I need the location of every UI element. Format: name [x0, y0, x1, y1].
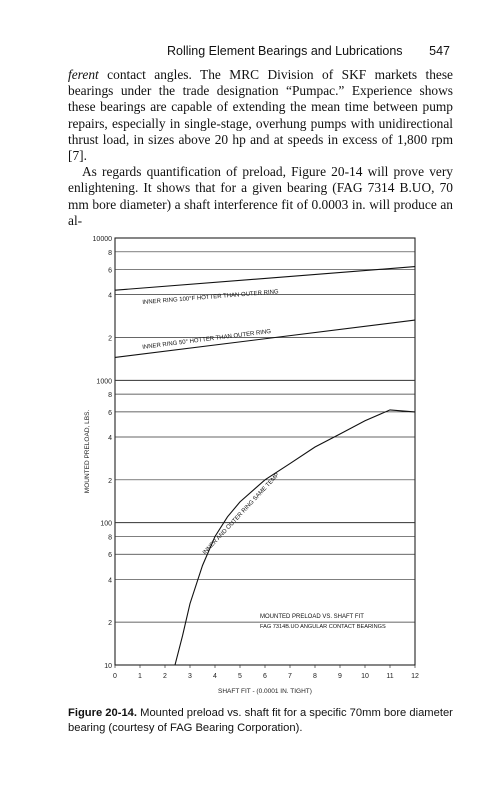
- y-axis-label: MOUNTED PRELOAD, LBS.: [84, 409, 91, 494]
- y-tick-label: 10000: [92, 236, 112, 243]
- y-tick-label: 4: [108, 434, 112, 442]
- x-tick-label: 0: [113, 673, 117, 680]
- y-tick-label: 2: [108, 477, 112, 485]
- series-line-2: [115, 320, 415, 357]
- caption-label: Figure 20-14.: [68, 707, 138, 719]
- paragraph-1: [68, 67, 453, 164]
- y-tick-label: 8: [108, 249, 112, 257]
- y-tick-label: 8: [108, 534, 112, 542]
- y-tick-label: 2: [108, 620, 112, 628]
- y-tick-label: 100: [100, 520, 112, 528]
- y-tick-label: 2: [108, 335, 112, 343]
- x-tick-label: 5: [238, 673, 242, 680]
- series-line-1: [115, 267, 415, 291]
- x-tick-label: 1: [138, 673, 142, 680]
- y-tick-label: 1000: [96, 378, 112, 386]
- caption-text: Mounted preload vs. shaft fit for a specific 70mm bore diameter bearing (courtesy of FAG Bearing Corporation).: [68, 707, 453, 734]
- paragraph-1-text: contact angles. The MRC Division of SKF markets these bearings under the trade designation “Pumpac.” Experience shows these bearings are capable of extending the mean time between pump repairs, especially in single-stage, overhung pumps with unidirectional thrust load, in sizes above 20 hp and at speeds in excess of 1,800 rpm [7].: [68, 67, 453, 164]
- x-tick-label: 10: [361, 673, 369, 680]
- paragraph-1-italic: ferent: [68, 67, 99, 82]
- x-axis-label: SHAFT FIT - (0.0001 IN. TIGHT): [218, 688, 312, 695]
- x-tick-label: 2: [163, 673, 167, 680]
- body-text: [68, 67, 453, 229]
- preload-chart: [60, 228, 440, 698]
- chart-title: MOUNTED PRELOAD VS. SHAFT FIT: [260, 614, 364, 621]
- paragraph-2: As regards quantification of preload, Figure 20-14 will prove very enlightening. It shows that for a given bearing (FAG 7314 B.UO, 70 mm bore diameter) a shaft interference fit of 0.0003 in. will produce an al-: [68, 164, 453, 228]
- y-tick-label: 4: [108, 577, 112, 585]
- y-tick-label: 8: [108, 392, 112, 400]
- running-title: Rolling Element Bearings and Lubrications: [167, 44, 403, 58]
- y-tick-label: 6: [108, 552, 112, 560]
- page-number: 547: [429, 44, 450, 58]
- x-tick-label: 3: [188, 673, 192, 680]
- y-tick-label: 6: [108, 409, 112, 417]
- series-label-2: INNER RING 50° HOTTER THAN OUTER RING: [142, 328, 272, 351]
- x-tick-label: 8: [313, 673, 317, 680]
- series-label-1: INNER RING 100°F HOTTER THAN OUTER RING: [142, 289, 279, 306]
- x-tick-label: 9: [338, 673, 342, 680]
- x-tick-label: 4: [213, 673, 217, 680]
- x-tick-label: 12: [411, 673, 419, 680]
- x-tick-label: 7: [288, 673, 292, 680]
- figure-caption: [68, 706, 458, 735]
- y-tick-label: 6: [108, 267, 112, 275]
- x-tick-label: 6: [263, 673, 267, 680]
- y-tick-label: 10: [104, 663, 112, 670]
- chart-subtitle: FAG 7314B.UO ANGULAR CONTACT BEARINGS: [260, 624, 386, 631]
- y-tick-label: 4: [108, 292, 112, 300]
- series-label-3: INNER AND OUTER RING SAME TEMP: [202, 472, 281, 557]
- x-tick-label: 11: [386, 673, 394, 680]
